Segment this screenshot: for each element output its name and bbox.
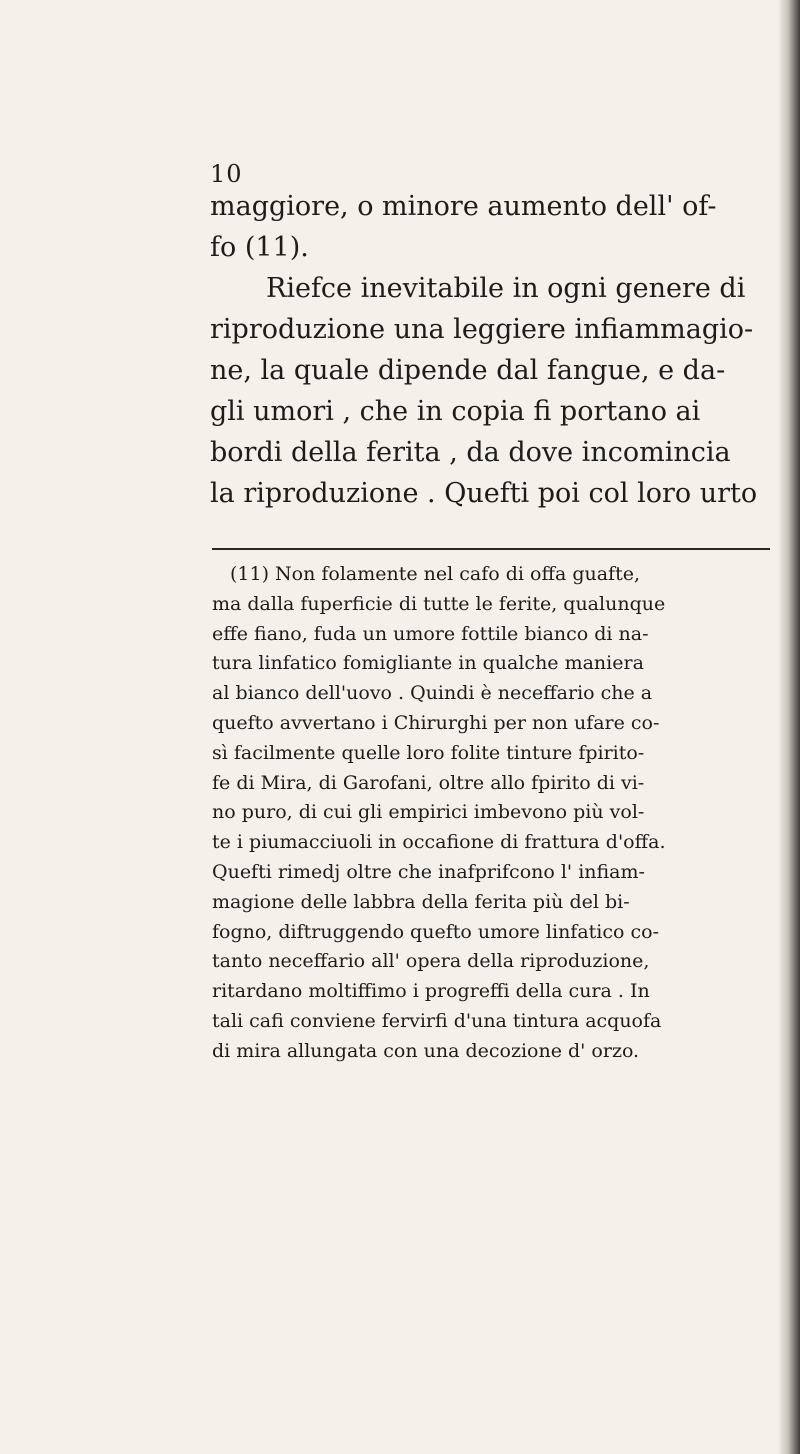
footnote-line: ma dalla fuperficie di tutte le ferite, qualunque: [212, 592, 666, 615]
footnote: [212, 560, 772, 1067]
footnote-line: quefto avvertano i Chirurghi per non ufare co-: [212, 711, 660, 734]
main-line: gli umori , che in copia fi portano ai: [210, 396, 701, 427]
footnote-line: sì facilmente quelle loro folite tinture fpirito-: [212, 741, 645, 764]
main-line: fo (11).: [210, 232, 309, 263]
footnote-line: tali cafi conviene fervirfi d'una tintura acquofa: [212, 1009, 662, 1032]
main-line: bordi della ferita , da dove incomincia: [210, 437, 731, 468]
page-edge-shadow: [778, 0, 800, 1454]
main-line: Riefce inevitabile in ogni genere di: [266, 273, 746, 304]
footnote-line: Quefti rimedj oltre che inafprifcono l' infiam-: [212, 860, 645, 883]
main-line: ne, la quale dipende dal fangue, e da-: [210, 355, 726, 386]
page-number: 10: [210, 160, 243, 188]
footnote-line: ritardano moltiffimo i progreffi della cura . In: [212, 980, 650, 1003]
footnote-line: magione delle labbra della ferita più del bi-: [212, 890, 630, 913]
footnote-line: di mira allungata con una decozione d' orzo.: [212, 1039, 640, 1062]
footnote-line: te i piumacciuoli in occafione di frattura d'offa.: [212, 831, 666, 854]
footnote-line: no puro, di cui gli empirici imbevono più vol-: [212, 801, 645, 824]
footnote-line: effe fiano, fuda un umore fottile bianco di na-: [212, 622, 649, 645]
footnote-line: fogno, diftruggendo quefto umore linfatico co-: [212, 920, 659, 943]
footnote-line: fe di Mira, di Garofani, oltre allo fpirito di vi-: [212, 771, 645, 794]
footnote-divider: [212, 548, 770, 550]
footnote-line: (11) Non folamente nel cafo di offa guafte,: [230, 563, 641, 585]
main-line: la riproduzione . Quefti poi col loro urto: [210, 478, 758, 509]
main-line: riproduzione una leggiere infiammagio-: [210, 314, 754, 345]
footnote-line: tura linfatico fomigliante in qualche maniera: [212, 652, 644, 675]
footnote-line: al bianco dell'uovo . Quindi è neceffario che a: [212, 682, 653, 705]
main-line: maggiore, o minore aumento dell' of-: [210, 191, 717, 222]
footnote-line: tanto neceffario all' opera della riproduzione,: [212, 950, 650, 973]
main-text: [210, 186, 770, 514]
